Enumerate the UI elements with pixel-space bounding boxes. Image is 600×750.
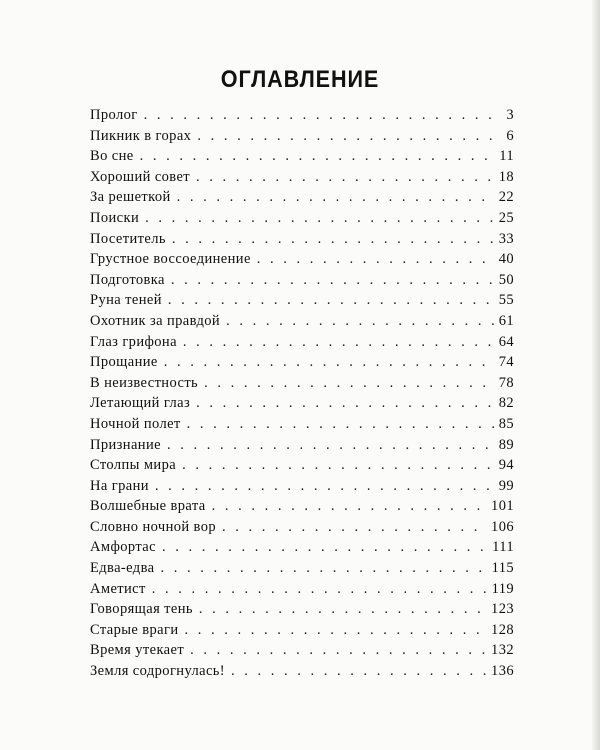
toc-leader-dots — [145, 210, 495, 227]
toc-leader-dots — [144, 107, 496, 124]
toc-entry-title: Время утекает — [90, 642, 185, 659]
toc-entry-title: Волшебные врата — [90, 498, 206, 515]
toc-leader-dots — [204, 375, 495, 392]
toc-entry-page: 40 — [498, 251, 514, 268]
toc-leader-dots — [160, 560, 487, 577]
toc-entry-title: Руна теней — [90, 292, 162, 309]
toc-entry-page: 55 — [498, 292, 514, 309]
toc-leader-dots — [187, 416, 495, 433]
toc-entry-page: 132 — [491, 642, 514, 659]
toc-entry — [90, 251, 514, 272]
page-title: ОГЛАВЛЕНИЕ — [220, 66, 380, 93]
toc-entry — [90, 334, 514, 355]
toc-entry-title: Грустное воссоединение — [90, 251, 251, 268]
toc-leader-dots — [155, 478, 495, 495]
toc-entry-title: За решеткой — [90, 189, 171, 206]
toc-entry-page: 11 — [499, 148, 514, 165]
toc-entry-page: 61 — [498, 312, 514, 329]
toc-entry-page: 74 — [498, 354, 514, 371]
toc-entry-page: 111 — [492, 539, 514, 556]
toc-entry-title: Амфортас — [90, 539, 156, 556]
toc-entry-title: Говорящая тень — [90, 601, 193, 618]
toc-entry — [90, 642, 514, 663]
toc-entry-page: 25 — [498, 209, 514, 226]
toc-entry-title: Поиски — [90, 209, 140, 226]
toc-entry — [90, 539, 514, 560]
toc-entry — [90, 498, 514, 519]
toc-leader-dots — [197, 128, 496, 145]
toc-leader-dots — [190, 642, 487, 659]
toc-entry-page: 89 — [498, 436, 514, 453]
toc-entry-page: 85 — [498, 415, 514, 432]
toc-leader-dots — [183, 334, 495, 351]
toc-entry — [90, 437, 514, 458]
toc-entry-page: 106 — [491, 518, 514, 535]
toc-leader-dots — [212, 498, 487, 515]
toc-entry — [90, 313, 514, 334]
toc-entry — [90, 189, 514, 210]
toc-entry-page: 94 — [498, 457, 514, 474]
toc-leader-dots — [140, 148, 496, 165]
toc-entry — [90, 601, 514, 622]
toc-leader-dots — [177, 189, 495, 206]
toc-leader-dots — [152, 581, 488, 598]
toc-leader-dots — [185, 622, 488, 639]
toc-entry — [90, 169, 514, 190]
toc-entry-page: 123 — [491, 601, 514, 618]
toc-entry-title: Посетитель — [90, 230, 166, 247]
toc-entry-title: Летающий глаз — [90, 395, 191, 412]
toc-entry-title: Аметист — [90, 580, 146, 597]
toc-entry-title: Признание — [90, 436, 161, 453]
toc-entry-page: 50 — [498, 271, 514, 288]
toc-entry — [90, 272, 514, 293]
toc-entry — [90, 560, 514, 581]
toc-entry-page: 119 — [491, 580, 514, 597]
toc-leader-dots — [222, 519, 487, 536]
toc-entry — [90, 395, 514, 416]
toc-entry — [90, 663, 514, 684]
toc-entry-page: 99 — [498, 477, 514, 494]
toc-leader-dots — [199, 601, 487, 618]
toc-entry — [90, 416, 514, 437]
toc-entry-title: Во сне — [90, 148, 134, 165]
toc-leader-dots — [231, 663, 487, 680]
toc-leader-dots — [171, 272, 495, 289]
toc-entry-title: Хороший совет — [90, 168, 191, 185]
toc-entry — [90, 581, 514, 602]
toc-leader-dots — [164, 354, 495, 371]
toc-entry-page: 78 — [498, 374, 514, 391]
toc-entry — [90, 107, 514, 128]
toc-entry-title: Глаз грифона — [90, 333, 177, 350]
toc-entry — [90, 519, 514, 540]
toc-entry — [90, 457, 514, 478]
toc-entry — [90, 622, 514, 643]
toc-entry-title: Ночной полет — [90, 415, 181, 432]
toc-entry-title: На грани — [90, 477, 149, 494]
toc-entry-title: Пикник в горах — [90, 127, 192, 144]
table-of-contents — [90, 107, 514, 684]
toc-leader-dots — [162, 539, 488, 556]
toc-entry-title: Словно ночной вор — [90, 518, 217, 535]
toc-entry — [90, 148, 514, 169]
toc-entry — [90, 292, 514, 313]
toc-leader-dots — [226, 313, 495, 330]
toc-entry — [90, 231, 514, 252]
toc-leader-dots — [196, 169, 495, 186]
toc-entry-page: 128 — [491, 621, 514, 638]
toc-leader-dots — [167, 437, 495, 454]
toc-entry-title: Прощание — [90, 354, 158, 371]
toc-entry-page: 64 — [498, 333, 514, 350]
toc-entry-title: Едва-едва — [90, 560, 155, 577]
toc-leader-dots — [172, 231, 495, 248]
toc-entry-title: Охотник за правдой — [90, 312, 221, 329]
toc-entry-page: 82 — [498, 395, 514, 412]
toc-entry — [90, 210, 514, 231]
toc-entry-page: 22 — [498, 189, 514, 206]
toc-entry-page: 18 — [498, 168, 514, 185]
toc-leader-dots — [168, 292, 495, 309]
toc-entry-page: 6 — [506, 127, 514, 144]
toc-entry-page: 136 — [491, 663, 514, 680]
page-edge — [592, 0, 600, 750]
toc-leader-dots — [182, 457, 495, 474]
toc-entry-page: 3 — [506, 107, 514, 123]
toc-entry-page: 101 — [491, 498, 514, 515]
toc-entry-title: Земля содрогнулась! — [90, 663, 226, 680]
toc-entry-page: 115 — [491, 560, 514, 577]
toc-entry-page: 33 — [498, 230, 514, 247]
toc-entry-title: Старые враги — [90, 621, 179, 638]
toc-leader-dots — [257, 251, 495, 268]
toc-entry-title: В неизвестность — [90, 374, 199, 391]
toc-entry — [90, 128, 514, 149]
toc-entry-title: Столпы мира — [90, 457, 177, 474]
toc-entry — [90, 354, 514, 375]
toc-entry — [90, 375, 514, 396]
toc-entry-title: Пролог — [90, 107, 138, 123]
toc-leader-dots — [196, 395, 495, 412]
toc-entry-title: Подготовка — [90, 271, 165, 288]
toc-entry — [90, 478, 514, 499]
